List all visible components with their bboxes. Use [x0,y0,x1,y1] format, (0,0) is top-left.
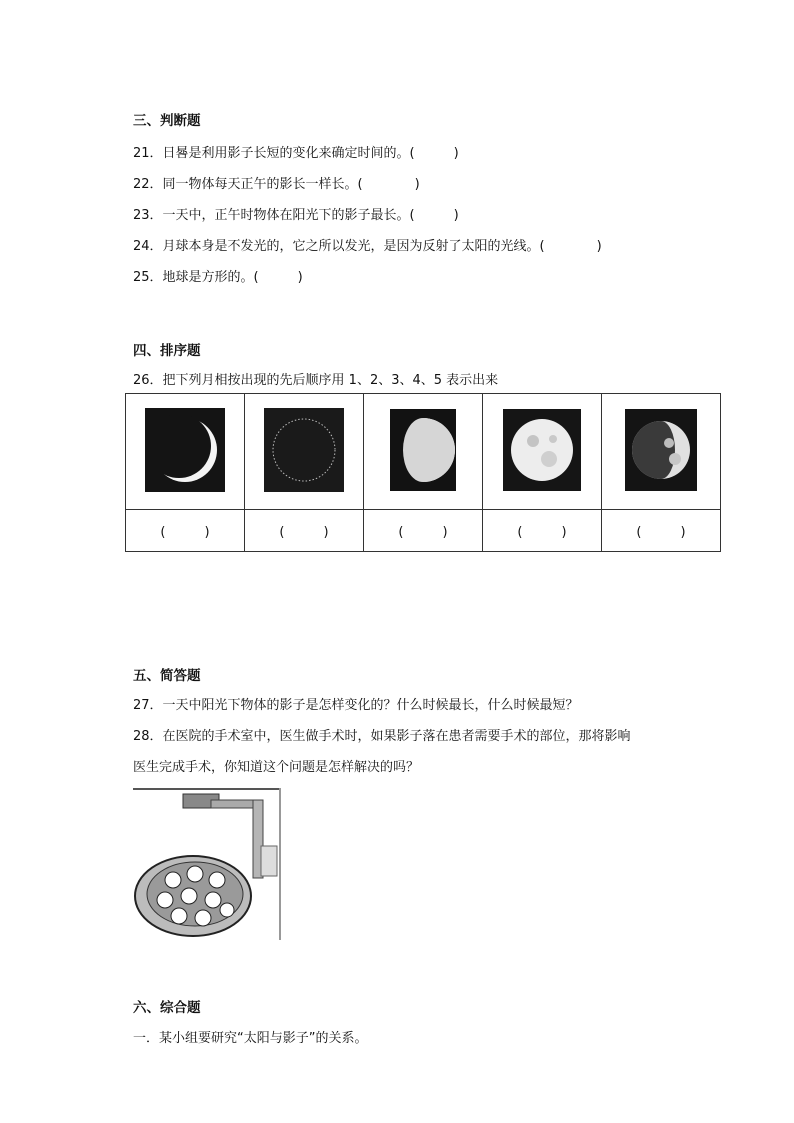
section5-title: 五、简答题 [133,668,201,684]
question-28-line1: 28．在医院的手术室中，医生做手术时，如果影子落在患者需要手术的部位，那将影响 [133,729,631,744]
question-25: 25．地球是方形的。( ) [133,270,303,285]
moon-cell-2 [245,394,364,510]
half-moon-icon [390,409,456,491]
question-28-line2: 医生完成手术，你知道这个问题是怎样解决的吗？ [133,760,420,775]
moon-cell-5 [602,394,721,510]
moon-phase-table [125,393,721,552]
question-24: 24．月球本身是不发光的，它之所以发光，是因为反射了太阳的光线。( ) [133,239,602,254]
question-27: 27．一天中阳光下物体的影子是怎样变化的？什么时候最长，什么时候最短？ [133,698,579,713]
answer-blank-3[interactable]: ( ) [364,510,483,552]
section4-title: 四、排序题 [133,343,201,359]
gibbous-moon-icon [625,409,697,491]
section6-title: 六、综合题 [133,1000,201,1016]
answer-blank-5[interactable]: ( ) [602,510,721,552]
question-22: 22．同一物体每天正午的影长一样长。( ) [133,177,420,192]
answer-blank-2[interactable]: ( ) [245,510,364,552]
answer-blank-4[interactable]: ( ) [483,510,602,552]
answer-blank-1[interactable]: ( ) [126,510,245,552]
question-26: 26．把下列月相按出现的先后顺序用 1、2、3、4、5 表示出来 [133,373,499,388]
section3-title: 三、判断题 [133,113,201,129]
surgical-lamp-image [133,788,281,940]
new-moon-icon [264,408,344,492]
crescent-moon-icon [145,408,225,492]
question-21: 21．日晷是利用影子长短的变化来确定时间的。( ) [133,146,459,161]
moon-cell-3 [364,394,483,510]
moon-cell-4 [483,394,602,510]
question-23: 23．一天中，正午时物体在阳光下的影子最长。( ) [133,208,459,223]
question-synthesis-1: 一．某小组要研究“太阳与影子”的关系。 [133,1031,368,1046]
full-moon-icon [503,409,581,491]
moon-cell-1 [126,394,245,510]
